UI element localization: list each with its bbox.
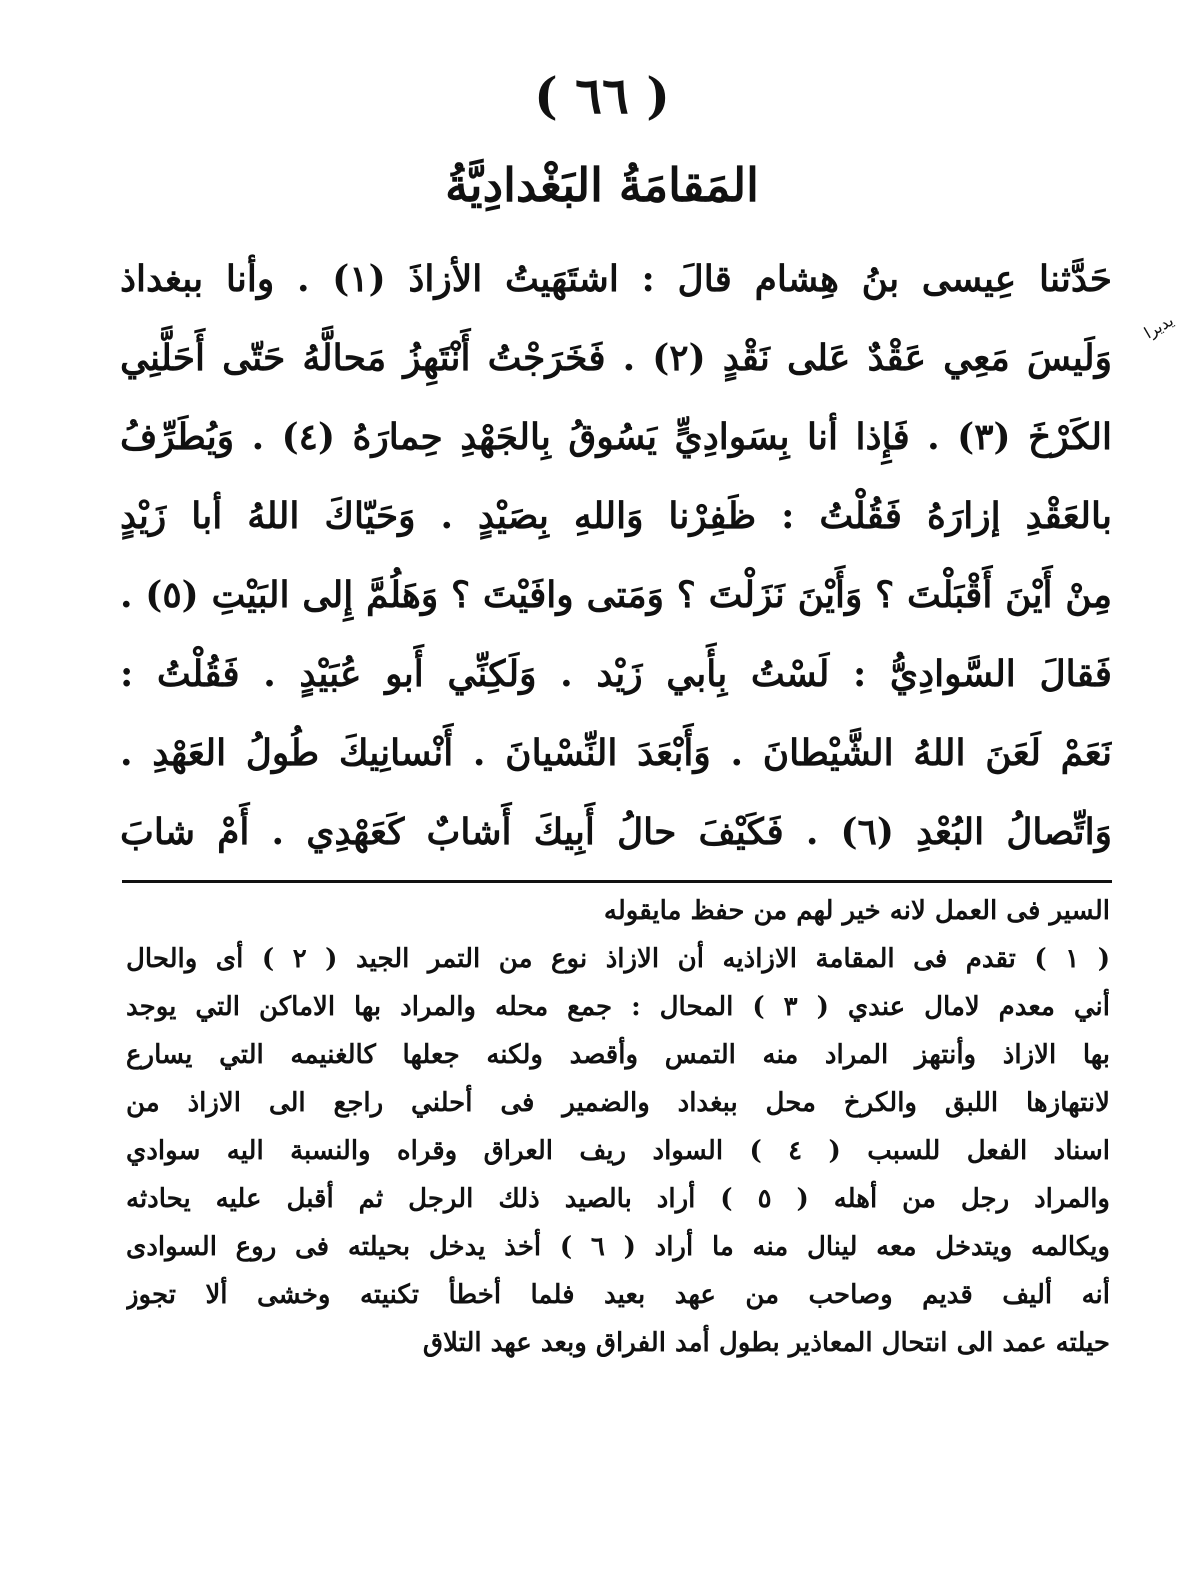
footnote-line: والمراد رجل من أهله ( ٥ ) أراد بالصيد ذلك الرجل ثم أقبل عليه يحادثه	[126, 1184, 1110, 1214]
text-line: وَاتِّصالُ البُعْدِ (٦) . فَكَيْفَ حالُ أَبِيكَ أَشابٌ كَعَهْدِي . أَمْ شابَ	[120, 811, 1112, 853]
text-line: حَدَّثنا عِيسى بنُ هِشام قالَ : اشتَهَيتُ الأزاذَ (١) . وأنا ببغداذ	[120, 258, 1112, 300]
footnote-line: لانتهازها اللبق والكرخ محل ببغداد والضمير فى أحلني راجع الى الازاذ من	[126, 1088, 1110, 1118]
text-line: الكَرْخَ (٣) . فَإِذا أنا بِسَوادِيٍّ يَسُوقُ بِالجَهْدِ حِمارَهُ (٤) . وَيُطَرِّفُ	[120, 416, 1112, 458]
footnote-line: أني معدم لامال عندي ( ٣ ) المحال : جمع محله والمراد بها الاماكن التي يوجد	[126, 992, 1110, 1022]
footnote-line: اسناد الفعل للسبب ( ٤ ) السواد ريف العراق وقراه والنسبة اليه سوادي	[126, 1136, 1110, 1166]
margin-note: يديرا	[1140, 310, 1177, 343]
footnotes	[126, 887, 1110, 1367]
footnote-line: ( ١ ) تقدم فى المقامة الازاذيه أن الازاذ نوع من التمر الجيد ( ٢ ) أى والحال	[126, 944, 1110, 974]
text-line: وَلَيسَ مَعِي عَقْدٌ عَلى نَقْدٍ (٢) . فَخَرَجْتُ أَنْتَهِزُ مَحالَّهُ حَتّى أَحَلَّنِي	[120, 337, 1112, 379]
footnote-line: حيلته عمد الى انتحال المعاذير بطول أمد الفراق وبعد عهد التلاق	[422, 1328, 1110, 1358]
footnote-line: السير فى العمل لانه خير لهم من حفظ مايقوله	[603, 896, 1110, 926]
page-title: المَقامَةُ البَغْدادِيَّةُ	[445, 158, 759, 212]
footnote-line: أنه أليف قديم وصاحب من عهد بعيد فلما أخطأ تكنيته وخشى ألا تجوز	[126, 1280, 1110, 1310]
footnote-line: بها الازاذ وأنتهز المراد منه التمس وأقصد ولكنه جعلها كالغنيمه التي يسارع	[126, 1040, 1110, 1070]
text-line: مِنْ أَيْنَ أَقْبَلْتَ ؟ وَأَيْنَ نَزَلْتَ ؟ وَمَتى وافَيْتَ ؟ وَهَلُمَّ إِلى البَيْتِ (٥) .	[120, 574, 1112, 616]
footnote-line: ويكالمه ويتدخل معه لينال منه ما أراد ( ٦ ) أخذ يدخل بحيلته فى روع السوادى	[126, 1232, 1110, 1262]
text-line: بالعَقْدِ إزارَهُ فَقُلْتُ : ظَفِرْنا وَاللهِ بِصَيْدٍ . وَحَيّاكَ اللهُ أبا زَيْدٍ	[120, 495, 1112, 537]
text-line: فَقالَ السَّوادِيُّ : لَسْتُ بِأَبي زَيْد . وَلَكِنِّي أَبو عُبَيْدٍ . فَقُلْتُ :	[120, 653, 1112, 695]
main-text	[120, 240, 1112, 872]
footnote-divider	[122, 880, 1112, 883]
text-line: نَعَمْ لَعَنَ اللهُ الشَّيْطانَ . وَأَبْعَدَ النِّسْيانَ . أَنْسانِيكَ طُولُ العَهْدِ .	[120, 732, 1112, 774]
page-number: ( ٦٦ )	[534, 66, 670, 125]
